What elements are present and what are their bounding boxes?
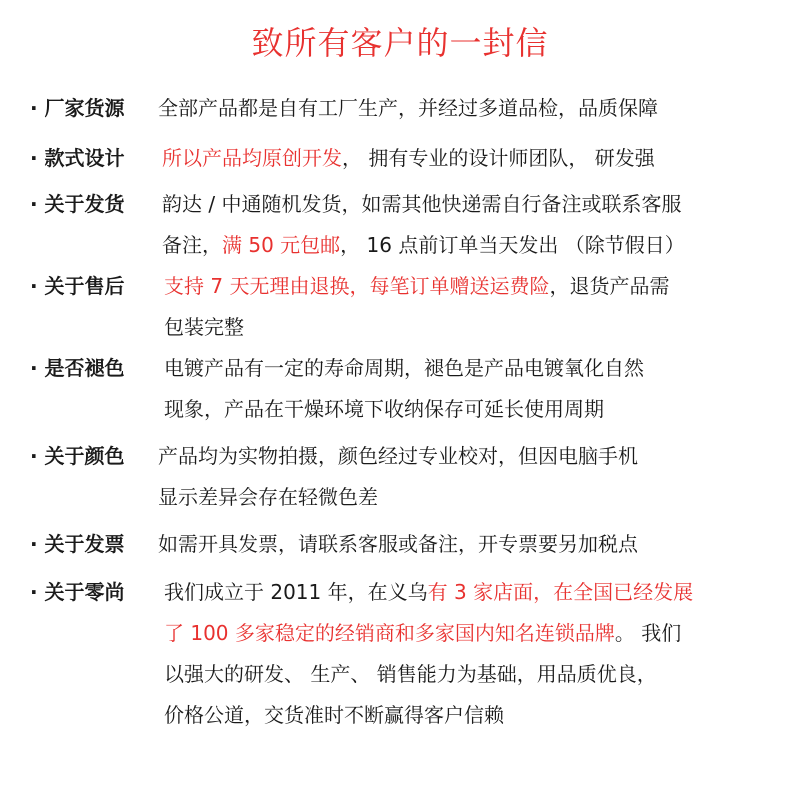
body-text: 显示差异会存在轻微色差 <box>158 485 378 509</box>
section-text-line <box>164 699 504 728</box>
body-text: 产品均为实物拍摄，颜色经过专业校对，但因电脑手机 <box>158 444 638 468</box>
section-text-line <box>164 617 681 646</box>
section-text-line <box>162 188 681 217</box>
highlight-text: 所以产品均原创开发 <box>162 146 342 170</box>
section-text-line <box>164 658 657 687</box>
body-text: 。 我们 <box>614 621 682 645</box>
section-text-line <box>162 229 685 258</box>
section-text-line <box>164 270 669 299</box>
section-label: · 关于发货 <box>30 192 125 216</box>
body-text: 备注， <box>162 233 222 257</box>
section-label: · 关于售后 <box>30 274 125 298</box>
body-text: 电镀产品有一定的寿命周期，褪色是产品电镀氧化自然 <box>164 356 644 380</box>
body-text: 如需开具发票，请联系客服或备注，开专票要另加税点 <box>158 532 638 556</box>
body-text: ， 16 点前订单当天发出 （除节假日） <box>340 233 685 257</box>
section-text-line <box>158 440 638 469</box>
body-text: ，退货产品需 <box>549 274 670 298</box>
section-text-line <box>162 142 655 171</box>
body-text: 全部产品都是自有工厂生产，并经过多道品检，品质保障 <box>158 96 658 120</box>
section-label: · 关于颜色 <box>30 444 125 468</box>
section-label: · 关于发票 <box>30 532 125 556</box>
highlight-text: 有 3 家店面，在全国已经发展 <box>427 580 694 604</box>
highlight-text: 了 100 多家稳定的经销商和多家国内知名连锁品牌 <box>164 621 615 645</box>
body-text: 现象，产品在干燥环境下收纳保存可延长使用周期 <box>164 397 604 421</box>
body-text: 我们成立于 2011 年，在义乌 <box>164 580 428 604</box>
section-label: · 关于零尚 <box>30 580 125 604</box>
body-text: 以强大的研发、 生产、 销售能力为基础，用品质优良， <box>164 662 657 686</box>
section-text-line <box>158 481 378 510</box>
section-label: · 是否褪色 <box>30 356 125 380</box>
highlight-text: 满 50 元包邮 <box>222 233 341 257</box>
highlight-text: 支持 7 天无理由退换，每笔订单赠送运费险 <box>164 274 550 298</box>
section-text-line <box>164 576 693 605</box>
body-text: ， 拥有专业的设计师团队， 研发强 <box>342 146 655 170</box>
body-text: 韵达 / 中通随机发货，如需其他快递需自行备注或联系客服 <box>162 192 682 216</box>
section-label: · 厂家货源 <box>30 96 125 120</box>
body-text: 包装完整 <box>164 315 244 339</box>
section-text-line <box>164 393 604 422</box>
letter-title: 致所有客户的一封信 <box>251 24 549 62</box>
section-text-line <box>164 311 244 340</box>
section-text-line <box>158 528 638 557</box>
section-label: · 款式设计 <box>30 146 125 170</box>
section-text-line <box>158 92 658 121</box>
body-text: 价格公道，交货准时不断赢得客户信赖 <box>164 703 504 727</box>
section-text-line <box>164 352 644 381</box>
